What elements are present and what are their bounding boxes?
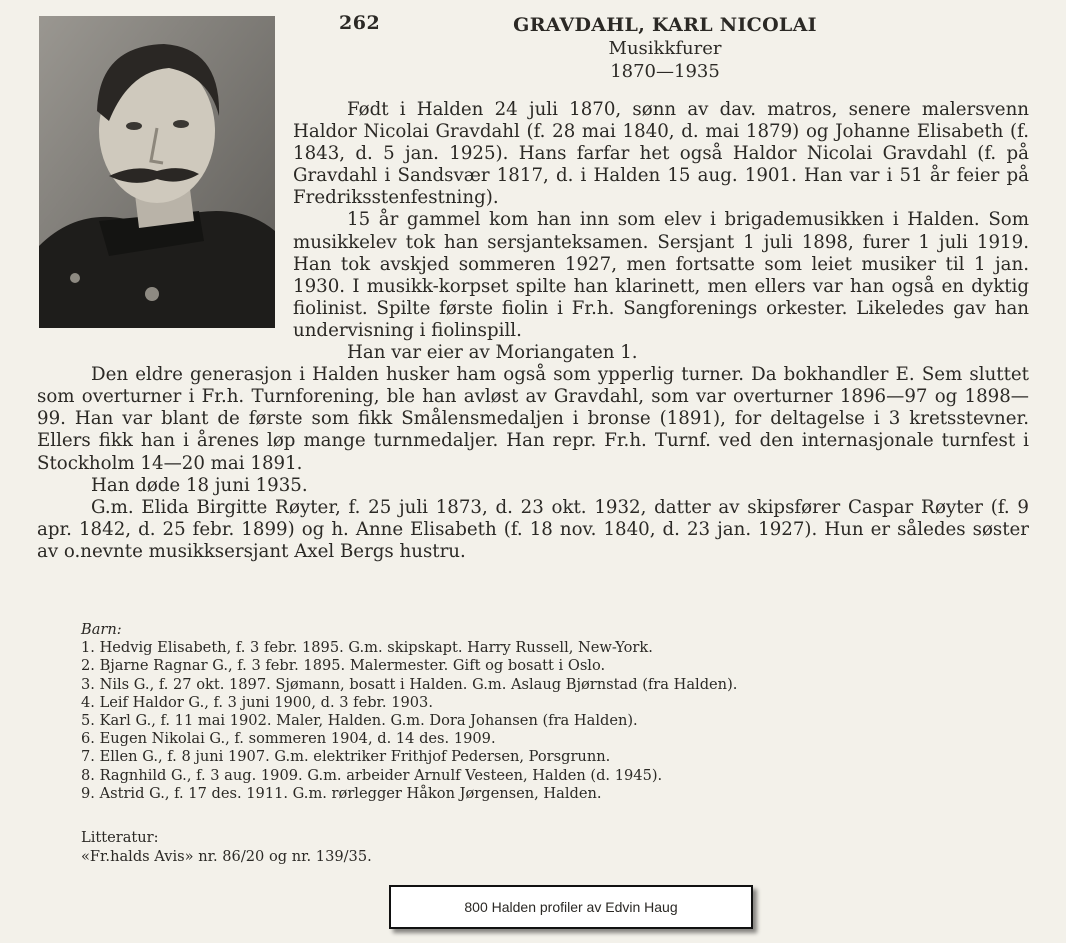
- paragraph-gymnastics: Den eldre generasjon i Halden husker ham også som ypperlig turner. Da bokhandler E. Sem sluttet som overturner i Fr.h. Turnforening, ble han avløst av Gravdahl, som var overturner 1896—97 og 1898—99. Han var blant de første som fikk Smålensmedaljen i bronse (1891), for deltagelse i 3 kretsstevner. Ellers fikk han i årenes løp mange turnmedaljer. Han repr. Fr.h. Turnf. ved den internasjonale turnfest i Stockholm 14—20 mai 1891.: [37, 364, 1029, 474]
- literature-heading: Litteratur:: [81, 829, 159, 846]
- paragraph-property: Han var eier av Moriangaten 1.: [347, 342, 638, 364]
- list-item: 9. Astrid G., f. 17 des. 1911. G.m. rørlegger Håkon Jørgensen, Halden.: [81, 784, 602, 802]
- biography-text: [37, 99, 1029, 563]
- children-heading: Barn:: [81, 621, 122, 638]
- list-item: 3. Nils G., f. 27 okt. 1897. Sjømann, bosatt i Halden. G.m. Aslaug Bjørnstad (fra Halden).: [81, 675, 738, 693]
- literature-section: [81, 828, 681, 866]
- list-item: 7. Ellen G., f. 8 juni 1907. G.m. elektriker Frithjof Pedersen, Porsgrunn.: [81, 748, 611, 766]
- list-item: 2. Bjarne Ragnar G., f. 3 febr. 1895. Malermester. Gift og bosatt i Oslo.: [81, 657, 606, 675]
- paragraph-marriage: G.m. Elida Birgitte Røyter, f. 25 juli 1873, d. 23 okt. 1932, datter av skipsfører Caspar Røyter (f. 9 apr. 1842, d. 25 febr. 1899) og h. Anne Elisabeth (f. 18 nov. 1840, d. 23 jan. 1927). Hun er således søster av o.nevnte musikksersjant Axel Bergs hustru.: [37, 496, 1029, 562]
- source-caption-box: [389, 885, 753, 929]
- paragraph-death: Han døde 18 juni 1935.: [91, 474, 308, 496]
- person-title: Musikkfurer: [608, 38, 722, 59]
- children-list: [81, 639, 981, 803]
- children-section: [81, 621, 981, 803]
- person-years: 1870—1935: [610, 61, 720, 82]
- paragraph-career: 15 år gammel kom han inn som elev i brigademusikken i Halden. Som musikkelev tok han sersjanteksamen. Sersjant 1 juli 1898, furer 1 juli 1919. Han tok avskjed sommeren 1927, men fortsatte som leiet musiker til 1 jan. 1930. I musikk-korpset spilte han klarinett, men ellers var han også en dyktig fiolinist. Spilte første fiolin i Fr.h. Sangforenings orkester. Likeledes gav han undervisning i fiolinspill.: [293, 209, 1029, 341]
- list-item: 8. Ragnhild G., f. 3 aug. 1909. G.m. arbeider Arnulf Vesteen, Halden (d. 1945).: [81, 766, 663, 784]
- person-name: GRAVDAHL, KARL NICOLAI: [513, 14, 817, 36]
- literature-text: «Fr.halds Avis» nr. 86/20 og nr. 139/35.: [81, 848, 372, 865]
- list-item: 6. Eugen Nikolai G., f. sommeren 1904, d. 14 des. 1909.: [81, 730, 496, 748]
- page-number: 262: [339, 12, 381, 34]
- paragraph-birth: Født i Halden 24 juli 1870, sønn av dav. matros, senere malersvenn Haldor Nicolai Gravdahl (f. 28 mai 1840, d. mai 1879) og Johanne Elisabeth (f. 1843, d. 5 jan. 1925). Hans farfar het også Haldor Nicolai Gravdahl (f. på Gravdahl i Sandsvær 1817, d. i Halden 15 aug. 1901. Han var i 51 år feier på Fredriksstenfestning).: [293, 99, 1029, 209]
- list-item: 4. Leif Haldor G., f. 3 juni 1900, d. 3 febr. 1903.: [81, 693, 433, 711]
- photo-spacer: [37, 99, 293, 349]
- list-item: 1. Hedvig Elisabeth, f. 3 febr. 1895. G.m. skipskapt. Harry Russell, New-York.: [81, 639, 653, 657]
- source-caption: 800 Halden profiler av Edvin Haug: [464, 899, 678, 915]
- entry-heading: [480, 12, 850, 84]
- list-item: 5. Karl G., f. 11 mai 1902. Maler, Halden. G.m. Dora Johansen (fra Halden).: [81, 712, 638, 730]
